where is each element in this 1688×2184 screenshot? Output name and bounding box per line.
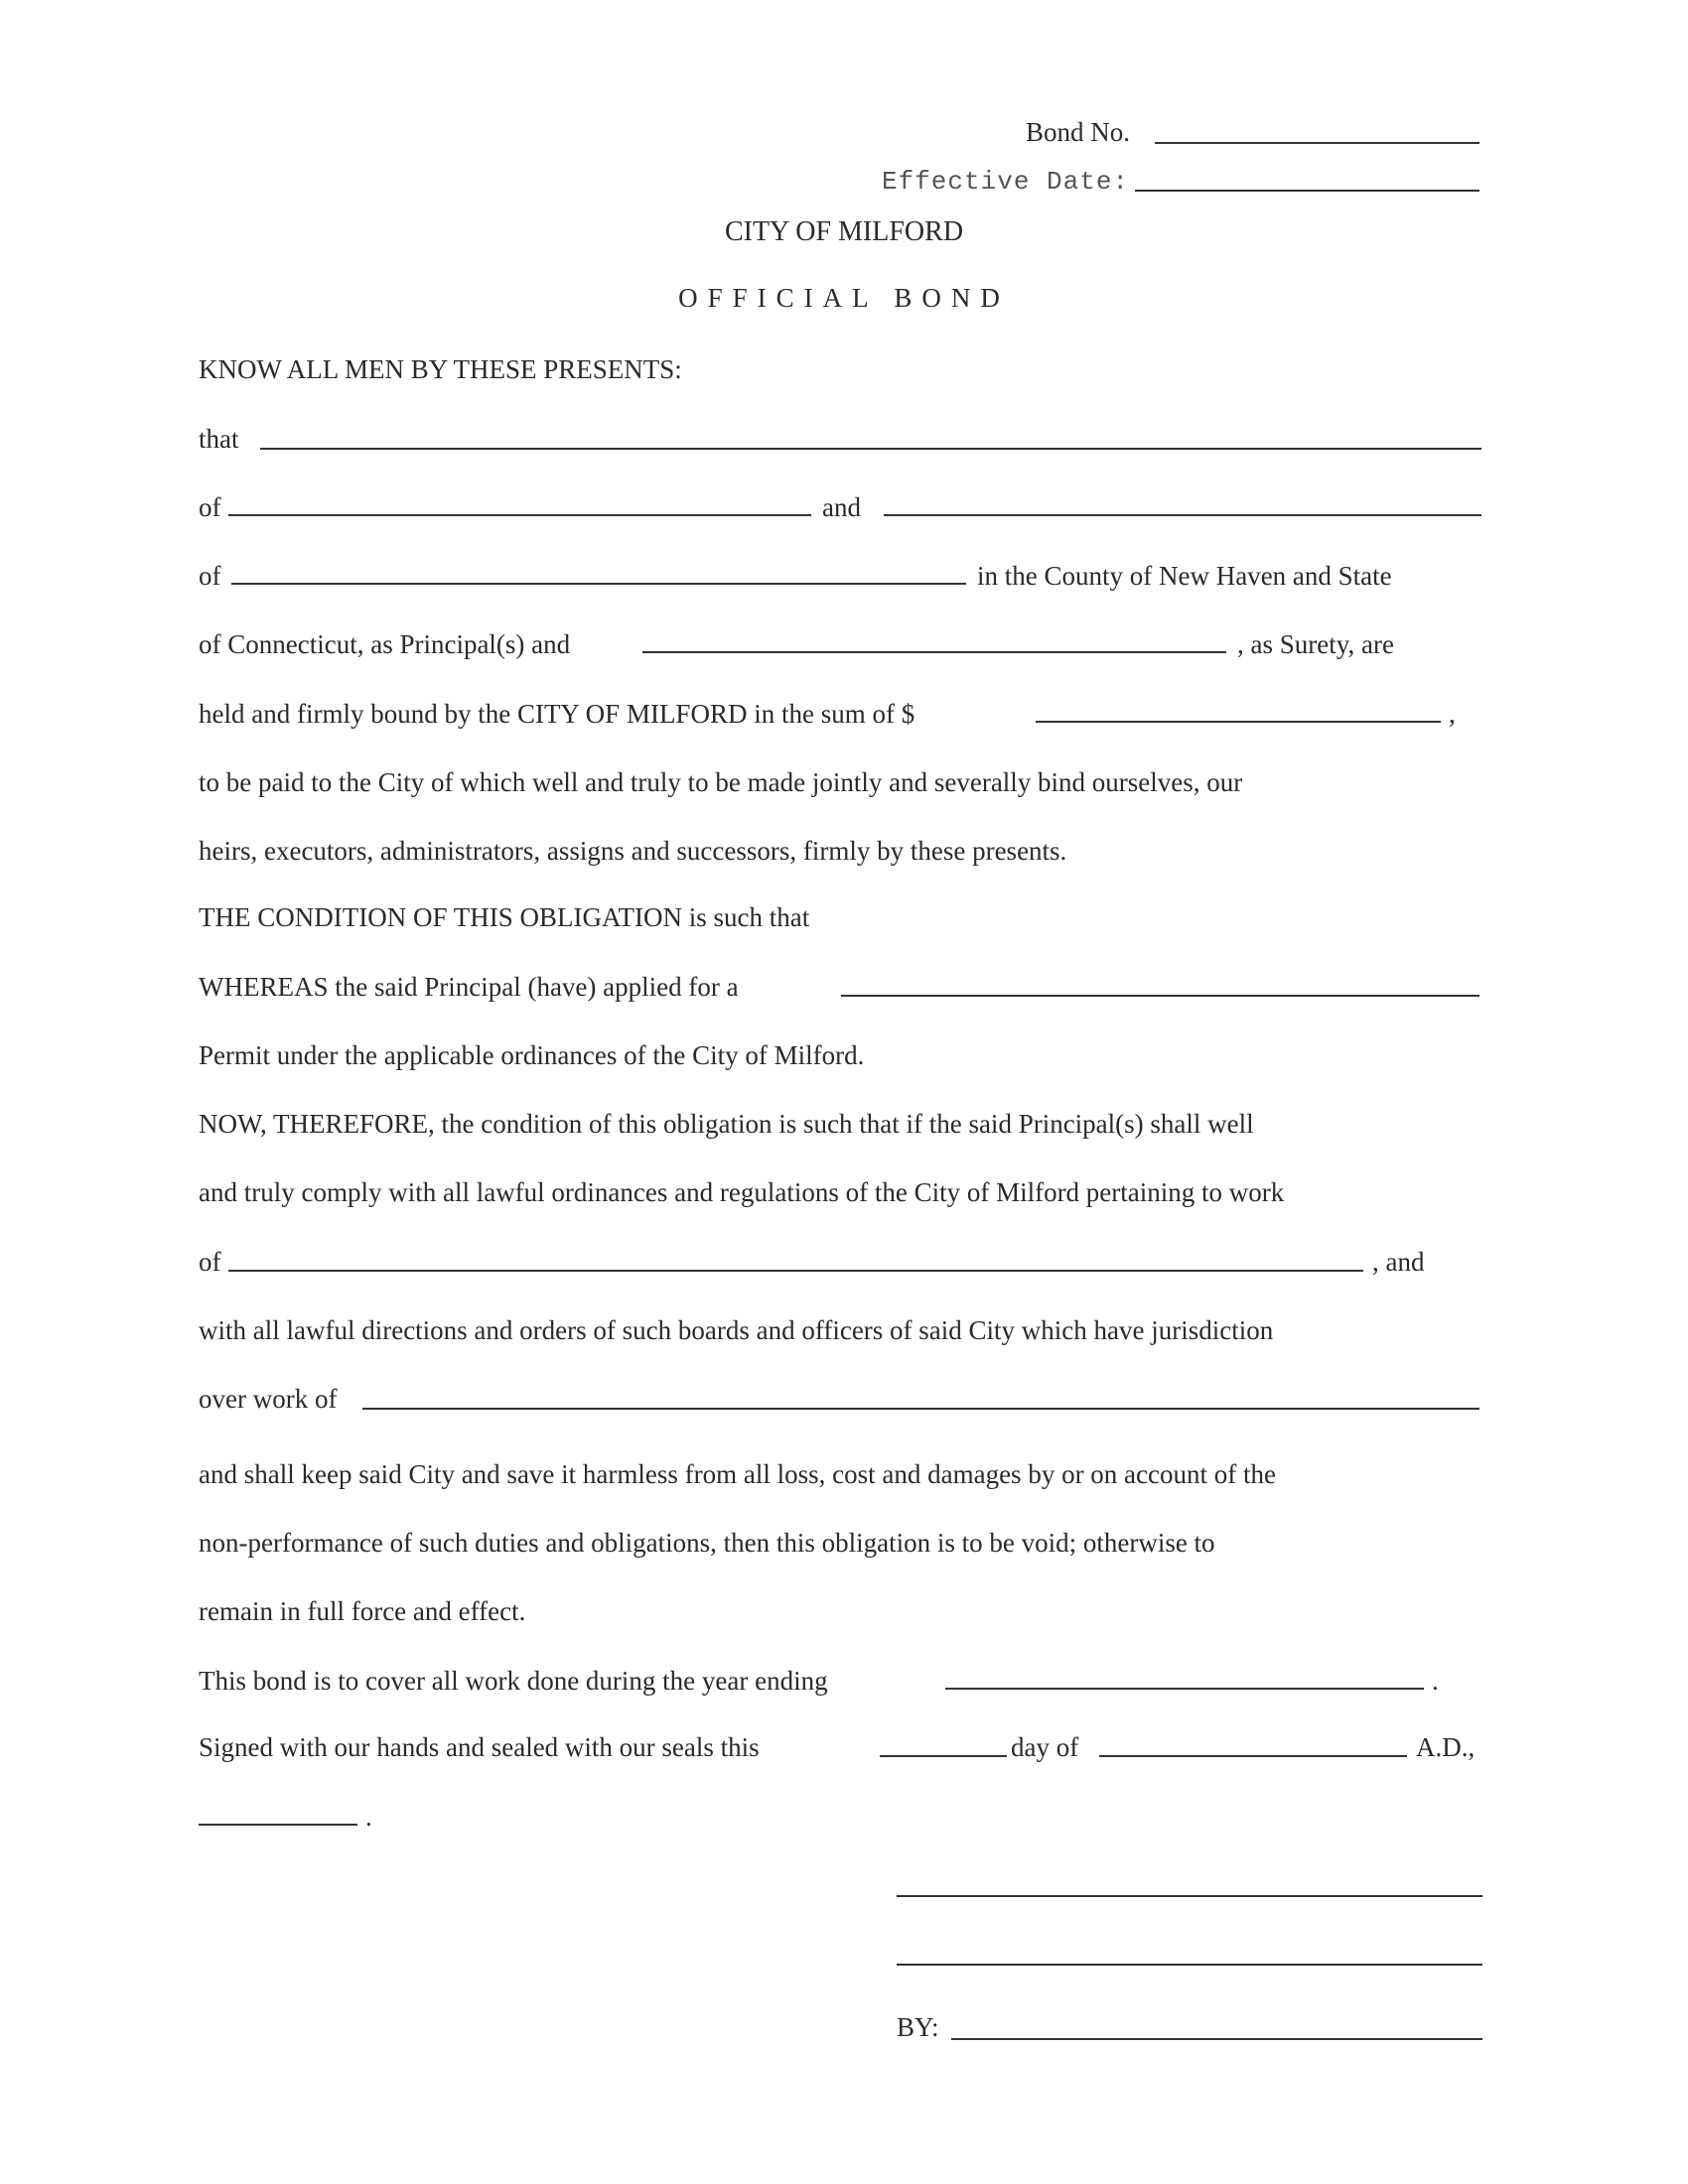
year-field[interactable] — [199, 1824, 357, 1826]
document-title: OFFICIAL BOND — [678, 283, 1010, 313]
cover-text: This bond is to cover all work done during the year ending — [199, 1666, 828, 1696]
comply-text: and truly comply with all lawful ordinances and regulations of the City of Milford pertaining to work — [199, 1177, 1285, 1207]
of-label-1: of — [199, 492, 221, 522]
ad-label: A.D., — [1416, 1732, 1476, 1762]
paid-text: to be paid to the City of which well and truly to be made jointly and severally bind ourselves, our — [199, 767, 1243, 797]
signature-line-1[interactable] — [897, 1895, 1482, 1897]
now-therefore-text: NOW, THEREFORE, the condition of this obligation is such that if the said Principal(s) shall well — [199, 1109, 1254, 1139]
day-field[interactable] — [880, 1755, 1007, 1757]
bond-no-label: Bond No. — [1026, 117, 1131, 147]
intro-text: KNOW ALL MEN BY THESE PRESENTS: — [199, 354, 682, 384]
condition-heading: THE CONDITION OF THIS OBLIGATION is such that — [199, 902, 810, 932]
month-field[interactable] — [1099, 1755, 1407, 1757]
over-work-field[interactable] — [362, 1408, 1479, 1410]
permit-type-field[interactable] — [841, 995, 1479, 997]
remain-text: remain in full force and effect. — [199, 1596, 526, 1626]
surety-field[interactable] — [642, 651, 1226, 653]
that-label: that — [199, 424, 239, 454]
county-text: in the County of New Haven and State — [977, 561, 1392, 591]
by-label: BY: — [897, 2012, 939, 2042]
signed-text: Signed with our hands and sealed with our seals this — [199, 1732, 760, 1762]
and-label-1: and — [822, 492, 861, 522]
of-label-2: of — [199, 561, 221, 591]
year-ending-field[interactable] — [945, 1688, 1424, 1690]
city-heading: CITY OF MILFORD — [724, 216, 964, 247]
keep-text: and shall keep said City and save it harmless from all loss, cost and damages by or on account of the — [199, 1459, 1276, 1489]
day-of-label: day of — [1011, 1732, 1079, 1762]
connecticut-text: of Connecticut, as Principal(s) and — [199, 629, 571, 659]
with-text: with all lawful directions and orders of such boards and officers of said City which have jurisdiction — [199, 1315, 1274, 1345]
comma-1: , — [1449, 699, 1456, 729]
permit-text: Permit under the applicable ordinances of the City of Milford. — [199, 1040, 865, 1070]
principal-name-field[interactable] — [260, 448, 1481, 450]
nonperformance-text: non-performance of such duties and obligations, then this obligation is to be void; otherwise to — [199, 1528, 1215, 1558]
by-signature-field[interactable] — [951, 2038, 1482, 2040]
second-principal-field[interactable] — [884, 514, 1481, 516]
effective-date-field[interactable] — [1135, 190, 1479, 192]
over-work-label: over work of — [199, 1384, 338, 1414]
period-2: . — [365, 1802, 372, 1832]
held-text: held and firmly bound by the CITY OF MILFORD in the sum of $ — [199, 699, 915, 729]
heirs-text: heirs, executors, administrators, assigns and successors, firmly by these presents. — [199, 836, 1067, 866]
bond-no-field[interactable] — [1155, 142, 1479, 144]
of-label-3: of — [199, 1247, 221, 1277]
period-1: . — [1432, 1666, 1439, 1696]
surety-text: , as Surety, are — [1237, 629, 1394, 659]
signature-line-2[interactable] — [897, 1964, 1482, 1966]
principal-address-field-2[interactable] — [231, 583, 966, 585]
and-label-2: , and — [1372, 1247, 1425, 1277]
sum-field[interactable] — [1036, 721, 1441, 723]
whereas-text: WHEREAS the said Principal (have) applied for a — [199, 972, 739, 1002]
effective-date-label: Effective Date: — [882, 167, 1130, 197]
work-type-field[interactable] — [228, 1270, 1363, 1272]
principal-address-field-1[interactable] — [228, 514, 811, 516]
